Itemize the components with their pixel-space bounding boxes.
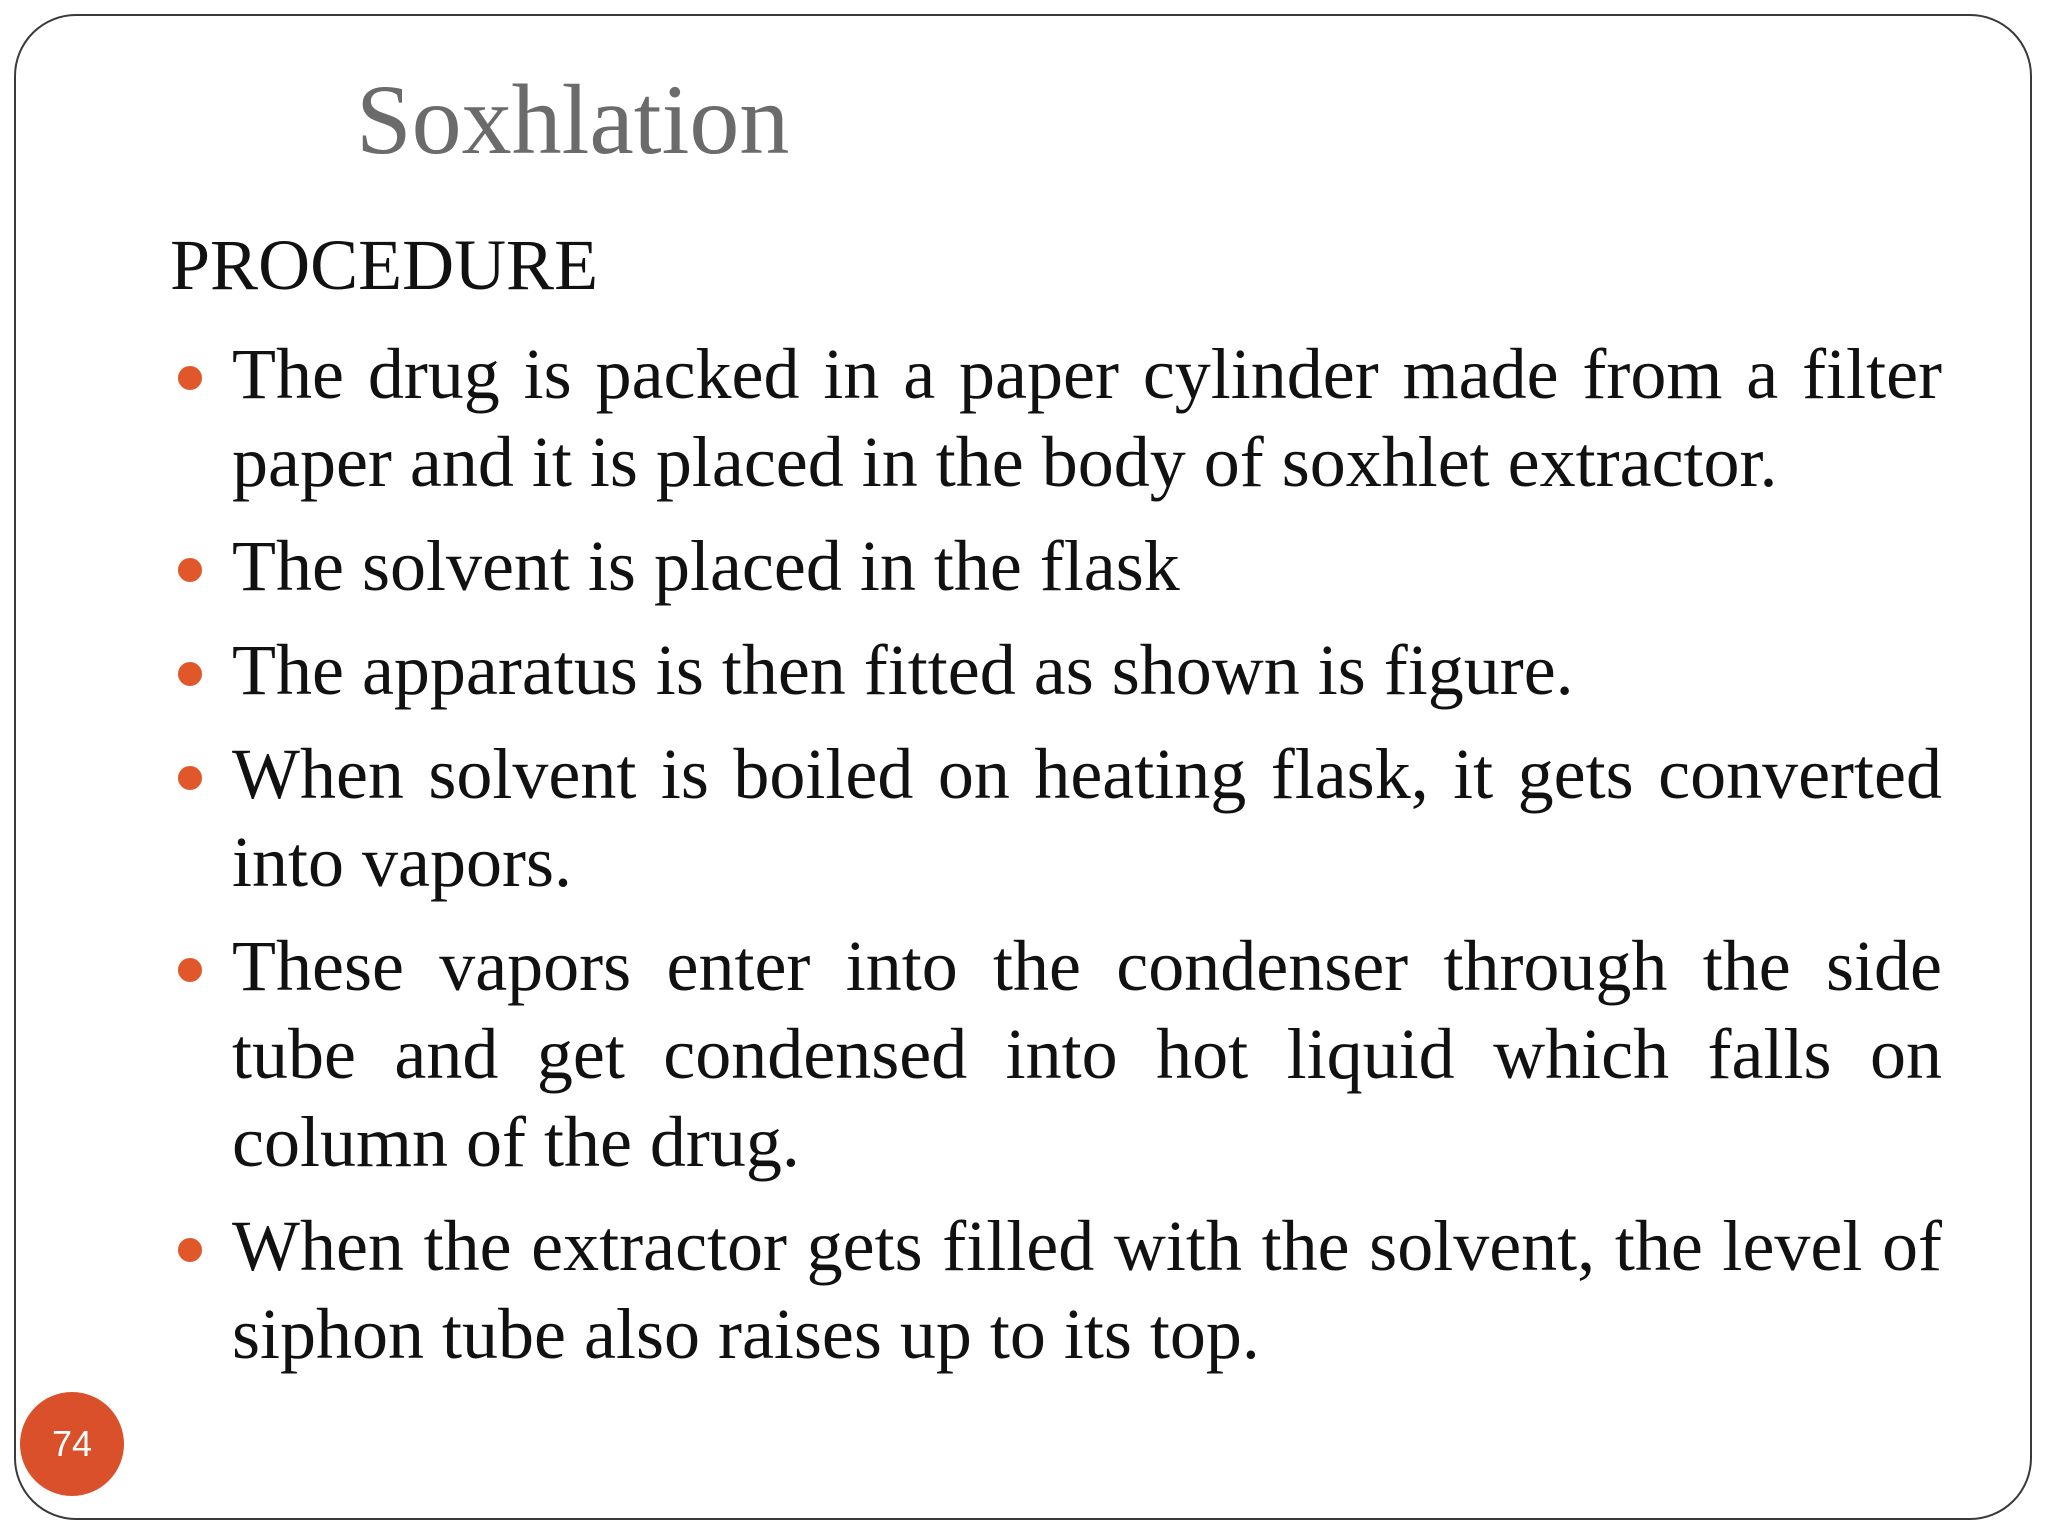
bullet-dot-icon — [178, 366, 202, 390]
bullet-item — [232, 1202, 1942, 1378]
bullet-dot-icon — [178, 766, 202, 790]
bullet-item — [232, 626, 1942, 714]
section-heading: PROCEDURE — [170, 225, 599, 305]
bullet-text: When the extractor gets filled with the solvent, the level of siphon tube also raises up to its top. — [232, 1206, 1942, 1374]
bullet-text: The drug is packed in a paper cylinder made from a filter paper and it is placed in the body of soxhlet extractor. — [232, 334, 1942, 502]
slide-title: Soxhlation — [356, 64, 790, 175]
bullet-dot-icon — [178, 958, 202, 982]
bullet-text: These vapors enter into the condenser through the side tube and get condensed into hot liquid which falls on column of the drug. — [232, 926, 1942, 1182]
slide-frame — [14, 14, 2032, 1520]
bullet-dot-icon — [178, 1238, 202, 1262]
bullet-dot-icon — [178, 558, 202, 582]
bullet-list — [232, 330, 1942, 1394]
bullet-text: When solvent is boiled on heating flask, it gets converted into vapors. — [232, 734, 1942, 902]
bullet-item — [232, 522, 1942, 610]
page-number-badge: 74 — [20, 1392, 124, 1496]
bullet-dot-icon — [178, 662, 202, 686]
bullet-item — [232, 730, 1942, 906]
bullet-text: The apparatus is then fitted as shown is figure. — [232, 630, 1574, 710]
bullet-item — [232, 922, 1942, 1186]
bullet-text: The solvent is placed in the flask — [232, 526, 1180, 606]
bullet-item — [232, 330, 1942, 506]
